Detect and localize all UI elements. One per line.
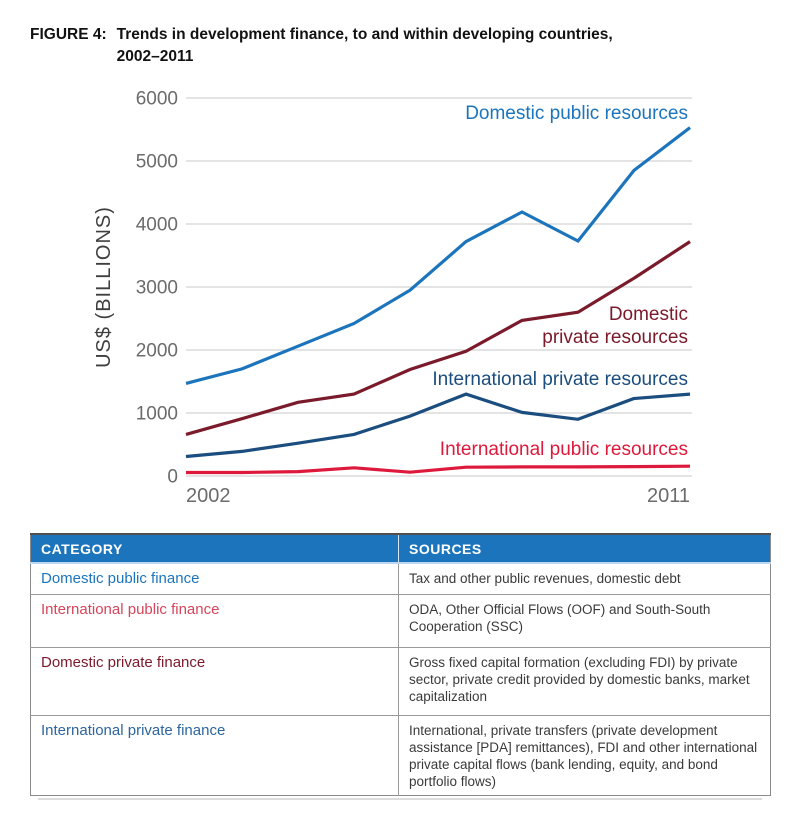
- category-cell: International private finance: [31, 715, 399, 795]
- y-axis-title: US$ (BILLIONS): [93, 206, 115, 368]
- table-row: [31, 594, 771, 647]
- table-header-row: [31, 534, 771, 563]
- y-tick-label: 4000: [135, 214, 178, 236]
- table-row: [31, 715, 771, 795]
- figure-title-line2: 2002–2011: [116, 48, 194, 65]
- chart-svg: [0, 72, 800, 522]
- y-tick-label: 2000: [135, 340, 178, 362]
- figure-title-text: [117, 24, 613, 68]
- table-row: [31, 647, 771, 715]
- column-header-sources: SOURCES: [399, 534, 771, 563]
- series-label-domestic-private-resources: Domestic: [608, 304, 688, 325]
- column-header-category: CATEGORY: [31, 534, 399, 563]
- series-label-international-public-resources: International public resources: [439, 439, 688, 460]
- figure-title: [30, 24, 613, 68]
- sources-cell: ODA, Other Official Flows (OOF) and South-South Cooperation (SSC): [399, 594, 771, 647]
- figure-label: FIGURE 4:: [30, 26, 107, 43]
- category-sources-table: [30, 533, 771, 796]
- series-line-international-public-resources: [186, 466, 690, 472]
- figure-title-line1: Trends in development finance, to and within developing countries,: [116, 26, 613, 43]
- x-tick-label-end: 2011: [646, 485, 690, 507]
- y-tick-label: 1000: [135, 403, 178, 425]
- line-chart: [0, 72, 800, 522]
- sources-cell: Gross fixed capital formation (excluding FDI) by private sector, private credit provided by domestic banks, market capitalization: [399, 647, 771, 715]
- y-tick-label: 6000: [135, 88, 178, 110]
- category-cell: International public finance: [31, 594, 399, 647]
- sources-cell: Tax and other public revenues, domestic debt: [399, 563, 771, 594]
- sources-cell: International, private transfers (private development assistance [PDA] remittances), FDI and other international private capital flows (bank lending, equity, and bond portfolio flows): [399, 715, 771, 795]
- y-tick-label: 0: [167, 466, 178, 488]
- x-tick-label-start: 2002: [186, 485, 231, 507]
- series-label-international-private-resources: International private resources: [432, 369, 688, 390]
- table-row: [31, 563, 771, 594]
- table-drop-shadow: [38, 798, 762, 800]
- category-cell: Domestic private finance: [31, 647, 399, 715]
- y-tick-label: 5000: [135, 151, 178, 173]
- series-label-domestic-private-resources: private resources: [542, 327, 688, 348]
- category-cell: Domestic public finance: [31, 563, 399, 594]
- y-tick-label: 3000: [135, 277, 178, 299]
- series-label-domestic-public-resources: Domestic public resources: [465, 103, 688, 124]
